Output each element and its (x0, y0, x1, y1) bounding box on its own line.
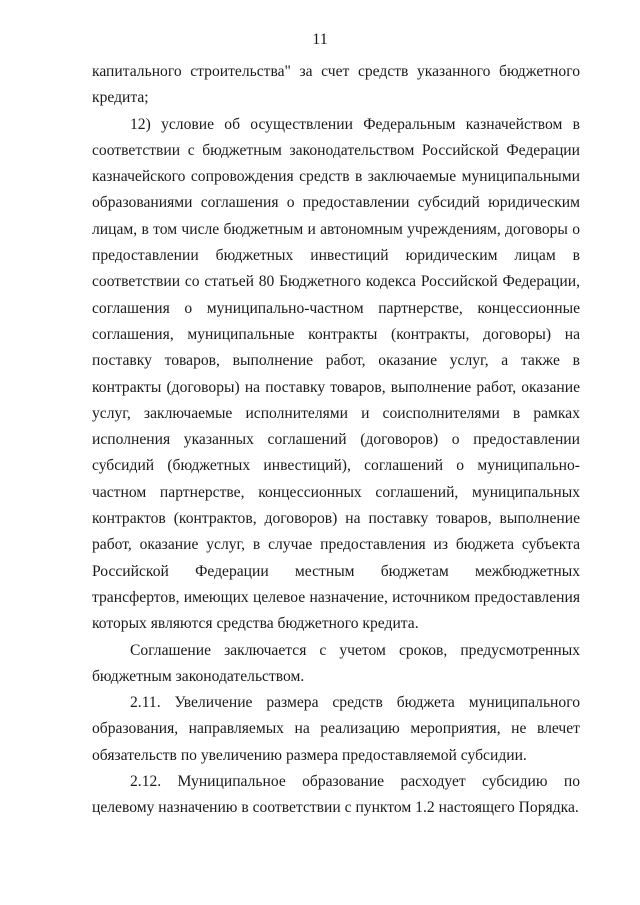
paragraph-credit-continuation: капитального строительства" за счет средств указанного бюджетного кредита; (92, 63, 580, 107)
paragraph-agreement-terms: Соглашение заключается с учетом сроков, предусмотренных бюджетным законодательством. (92, 641, 580, 685)
document-body (92, 59, 580, 822)
paragraph-2-12: 2.12. Муниципальное образование расходует субсидию по целевому назначению в соответствии с пунктом 1.2 настоящего Порядка. (92, 773, 580, 817)
paragraph-item-12: 12) условие об осуществлении Федеральным казначейством в соответствии с бюджетным законодательством Российской Федерации казначейского сопровождения средств в заключаемые муниципальными образованиями соглашения о предоставлении субсидий юридическим лицам, в том числе бюджетным и автономным учреждениям, договоры о предоставлении бюджетных инвестиций юридическим лицам в соответствии со статьей 80 Бюджетного кодекса Российской Федерации, соглашения о муниципально-частном партнерстве, концессионные соглашения, муниципальные контракты (контракты, договоры) на поставку товаров, выполнение работ, оказание услуг, а также в контракты (договоры) на поставку товаров, выполнение работ, оказание услуг, заключаемые исполнителями и соисполнителями в рамках исполнения указанных соглашений (договоров) о предоставлении субсидий (бюджетных инвестиций), соглашений о муниципально-частном партнерстве, концессионных соглашений, муниципальных контрактов (контрактов, договоров) на поставку товаров, выполнение работ, оказание услуг, в случае предоставления из бюджета субъекта Российской Федерации местным бюджетам межбюджетных трансфертов, имеющих целевое назначение, источником предоставления которых являются средства бюджетного кредита. (92, 115, 580, 633)
page-number: 11 (312, 31, 328, 48)
paragraph-2-11: 2.11. Увеличение размера средств бюджета муниципального образования, направляемых на реализацию мероприятия, не влечет обязательств по увеличению размера предоставляемой субсидии. (92, 694, 580, 764)
